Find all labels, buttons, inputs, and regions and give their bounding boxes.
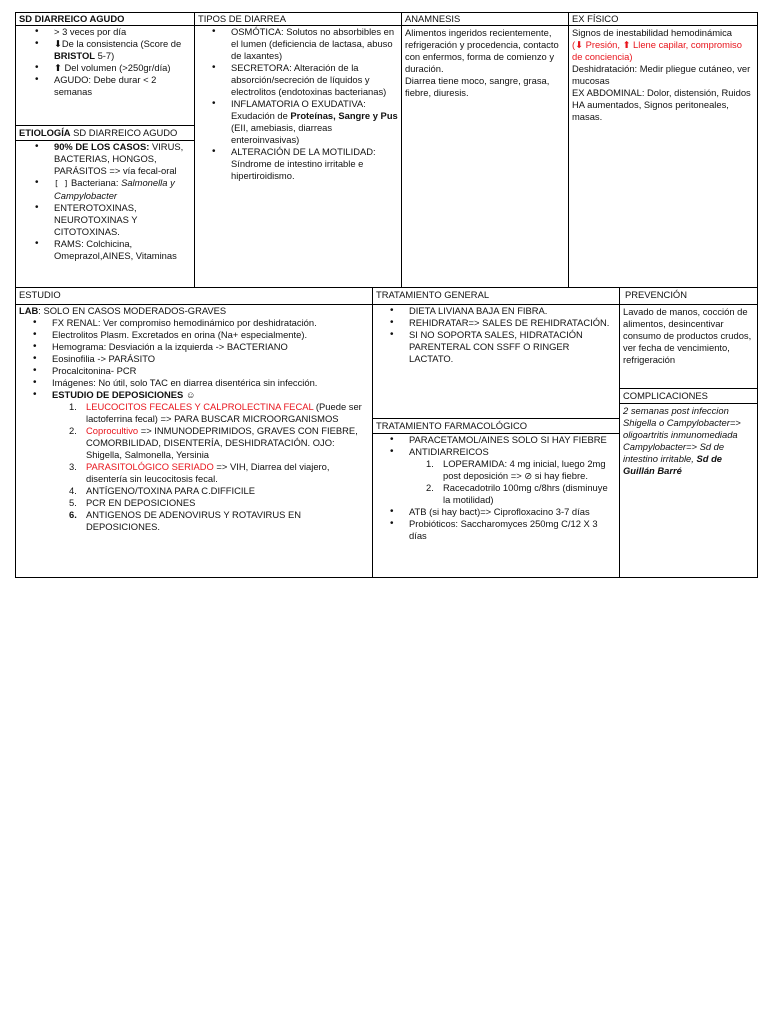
tipos-header: TIPOS DE DIARREA bbox=[195, 13, 401, 26]
anamnesis-text-2: Diarrea tiene moco, sangre, grasa, fiebre, diuresis. bbox=[405, 75, 550, 98]
trat-farm-probioticos: • Probióticos: Saccharomyces 250mg C/12 X 3 días bbox=[409, 518, 616, 542]
arrow-down-icon: ⬇ bbox=[54, 38, 62, 49]
tipos-item-secretora: • SECRETORA: Alteración de la absorción/secreción de líquidos y electrolitos (endotoxinas bacterianas) bbox=[231, 62, 398, 98]
prevencion-text: Lavado de manos, cocción de alimentos, desincentivar consumo de productos crudos, ver fecha de vencimiento, refrigeración bbox=[623, 306, 752, 365]
smiley-icon: ☺ bbox=[185, 389, 196, 400]
anamnesis-header: ANAMNESIS bbox=[402, 13, 568, 26]
trat-farm-racecadotrilo: Racecadotrilo 100mg c/8hrs (disminuye la motilidad) bbox=[443, 482, 608, 505]
trat-farm-loperamida: LOPERAMIDA: 4 mg inicial, luego 2mg post deposición => ⊘ si hay fiebre. bbox=[443, 458, 606, 481]
sd-item-duration: • AGUDO: Debe durar < 2 semanas bbox=[54, 74, 192, 98]
tipos-item-motilidad: • ALTERACIÓN DE LA MOTILIDAD: Síndrome de intestino irritable e hipertiroidismo. bbox=[231, 146, 398, 182]
arrow-up-icon: ⬆ bbox=[54, 62, 62, 73]
tratamiento-general-cell bbox=[372, 287, 620, 419]
estudio-cell bbox=[15, 287, 373, 578]
estudio-num-leucocitos: LEUCOCITOS FECALES Y CALPROLECTINA FECAL (Puede ser lactoferrina fecal) => PARA BUSCAR MICROORGANISMOS bbox=[86, 401, 362, 424]
estudio-item-imagenes: • Imágenes: No útil, solo TAC en diarrea disentérica sin infección. bbox=[52, 377, 369, 389]
estudio-header: ESTUDIO bbox=[16, 288, 372, 305]
ex-fisico-cell bbox=[568, 12, 758, 288]
prevencion-header: PREVENCIÓN bbox=[620, 288, 757, 305]
complicaciones-cell bbox=[619, 388, 758, 578]
estudio-num-adenovirus: ANTIGENOS DE ADENOVIRUS Y ROTAVIRUS EN DEPOSICIONES. bbox=[86, 509, 301, 532]
etiologia-header: ETIOLOGÍA SD DIARREICO AGUDO bbox=[16, 126, 194, 141]
estudio-item-eosinofilia: • Eosinofilia -> PARÁSITO bbox=[52, 353, 369, 365]
estudio-item-fx-renal: • FX RENAL: Ver compromiso hemodinámico por deshidratación. bbox=[52, 317, 369, 329]
tipos-item-osmotica: • OSMÓTICA: Solutos no absorbibles en el lumen (deficiencia de lactasa, abuso de laxantes) bbox=[231, 26, 398, 62]
estudio-lab-line: LAB: SOLO EN CASOS MODERADOS-GRAVES bbox=[19, 305, 227, 316]
estudio-num-antigeno: ANTÍGENO/TOXINA PARA C.DIFFICILE bbox=[86, 485, 255, 496]
sd-diarreico-header: SD DIARREICO AGUDO bbox=[16, 13, 194, 26]
tratamiento-general-header: TRATAMIENTO GENERAL bbox=[373, 288, 619, 305]
trat-gen-dieta: • DIETA LIVIANA BAJA EN FIBRA. bbox=[409, 305, 616, 317]
trat-farm-atb: • ATB (si hay bact)=> Ciprofloxacino 3-7 días bbox=[409, 506, 616, 518]
estudio-item-procalcitonina: • Procalcitonina- PCR bbox=[52, 365, 369, 377]
prevencion-cell bbox=[619, 287, 758, 389]
ex-fisico-deshidratacion: Deshidratación: Medir pliegue cutáneo, ver mucosas bbox=[572, 63, 751, 86]
etiologia-item-90: • 90% DE LOS CASOS: VIRUS, BACTERIAS, HONGOS, PARÁSITOS => vía fecal-oral bbox=[54, 141, 192, 177]
tratamiento-farmacologico-cell bbox=[372, 418, 620, 578]
estudio-item-electrolitos: • Electrolitos Plasm. Excretados en orina (Na+ especialmente). bbox=[52, 329, 369, 341]
box-icon: [ ] bbox=[54, 179, 69, 188]
etiologia-item-toxinas: • ENTEROTOXINAS, NEUROTOXINAS Y CITOTOXINAS. bbox=[54, 202, 192, 238]
etiologia-item-bacteriana: • [ ] Bacteriana: Salmonella y Campylobacter bbox=[54, 177, 192, 202]
ex-fisico-signos-detalle: (⬇ Presión, ⬆ Llene capilar, compromiso de conciencia) bbox=[572, 39, 742, 62]
etiologia-item-rams: • RAMS: Colchicina, Omeprazol,AINES, Vitaminas bbox=[54, 238, 192, 262]
sd-item-volume: • ⬆ Del volumen (>250gr/día) bbox=[54, 62, 192, 74]
tipos-item-inflamatoria: • INFLAMATORIA O EXUDATIVA: Exudación de Proteínas, Sangre y Pus (EII, amebiasis, diarreas enteroinvasivas) bbox=[231, 98, 398, 146]
estudio-num-pcr: PCR EN DEPOSICIONES bbox=[86, 497, 196, 508]
estudio-num-coprocultivo: Coprocultivo => INMUNODEPRIMIDOS, GRAVES CON FIEBRE, COMORBILIDAD, DISENTERÍA, DESHIDRATACIÓN. OJO: Shigella, Salmonella, Yersinia bbox=[86, 425, 358, 460]
trat-gen-parenteral: • SI NO SOPORTA SALES, HIDRATACIÓN PARENTERAL CON SSFF O RINGER LACTATO. bbox=[409, 329, 616, 365]
ex-fisico-abdominal: EX ABDOMINAL: Dolor, distensión, Ruidos HA aumentados, Signos peritoneales, masas. bbox=[572, 87, 751, 122]
complicaciones-text: 2 semanas post infeccion Shigella o Campylobacter=> oligoartritis inmunomediada Campylobacter=> Sd de intestino irritable, Sd de Guillán Barré bbox=[623, 405, 741, 476]
ex-fisico-header: EX FÍSICO bbox=[569, 13, 757, 26]
anamnesis-text-1: Alimentos ingeridos recientemente, refrigeración y procedencia, contacto con enfermos, forma de comienzo y duración. bbox=[405, 27, 559, 74]
anamnesis-cell bbox=[401, 12, 569, 288]
tratamiento-farmacologico-header: TRATAMIENTO FARMACOLÓGICO bbox=[373, 419, 619, 434]
trat-gen-rehidratar: • REHIDRATAR=> SALES DE REHIDRATACIÓN. bbox=[409, 317, 616, 329]
sd-item-consistency: • ⬇De la consistencia (Score de BRISTOL 5-7) bbox=[54, 38, 192, 62]
trat-farm-paracetamol: • PARACETAMOL/AINES SOLO SI HAY FIEBRE bbox=[409, 434, 616, 446]
estudio-num-parasitologico: PARASITOLÓGICO SERIADO => VIH, Diarrea del viajero, disentería sin leucocitosis fecal. bbox=[86, 461, 330, 484]
tipos-diarrea-cell bbox=[194, 12, 402, 288]
complicaciones-header: COMPLICACIONES bbox=[620, 389, 757, 404]
sd-diarreico-agudo-cell bbox=[15, 12, 195, 126]
estudio-item-hemograma: • Hemograma: Desviación a la izquierda -> BACTERIANO bbox=[52, 341, 369, 353]
trat-farm-antidiarreicos: • ANTIDIARREICOS LOPERAMIDA: 4 mg inicial, luego 2mg post deposición => ⊘ si hay fiebre. Racecadotrilo 100mg c/8hrs (disminuye la motilidad) bbox=[409, 446, 616, 506]
ex-fisico-signos: Signos de inestabilidad hemodinámica bbox=[572, 27, 732, 38]
sd-item-frequency: • > 3 veces por día bbox=[54, 26, 192, 38]
etiologia-cell bbox=[15, 125, 195, 288]
estudio-item-deposiciones: • ESTUDIO DE DEPOSICIONES ☺ bbox=[52, 389, 369, 401]
